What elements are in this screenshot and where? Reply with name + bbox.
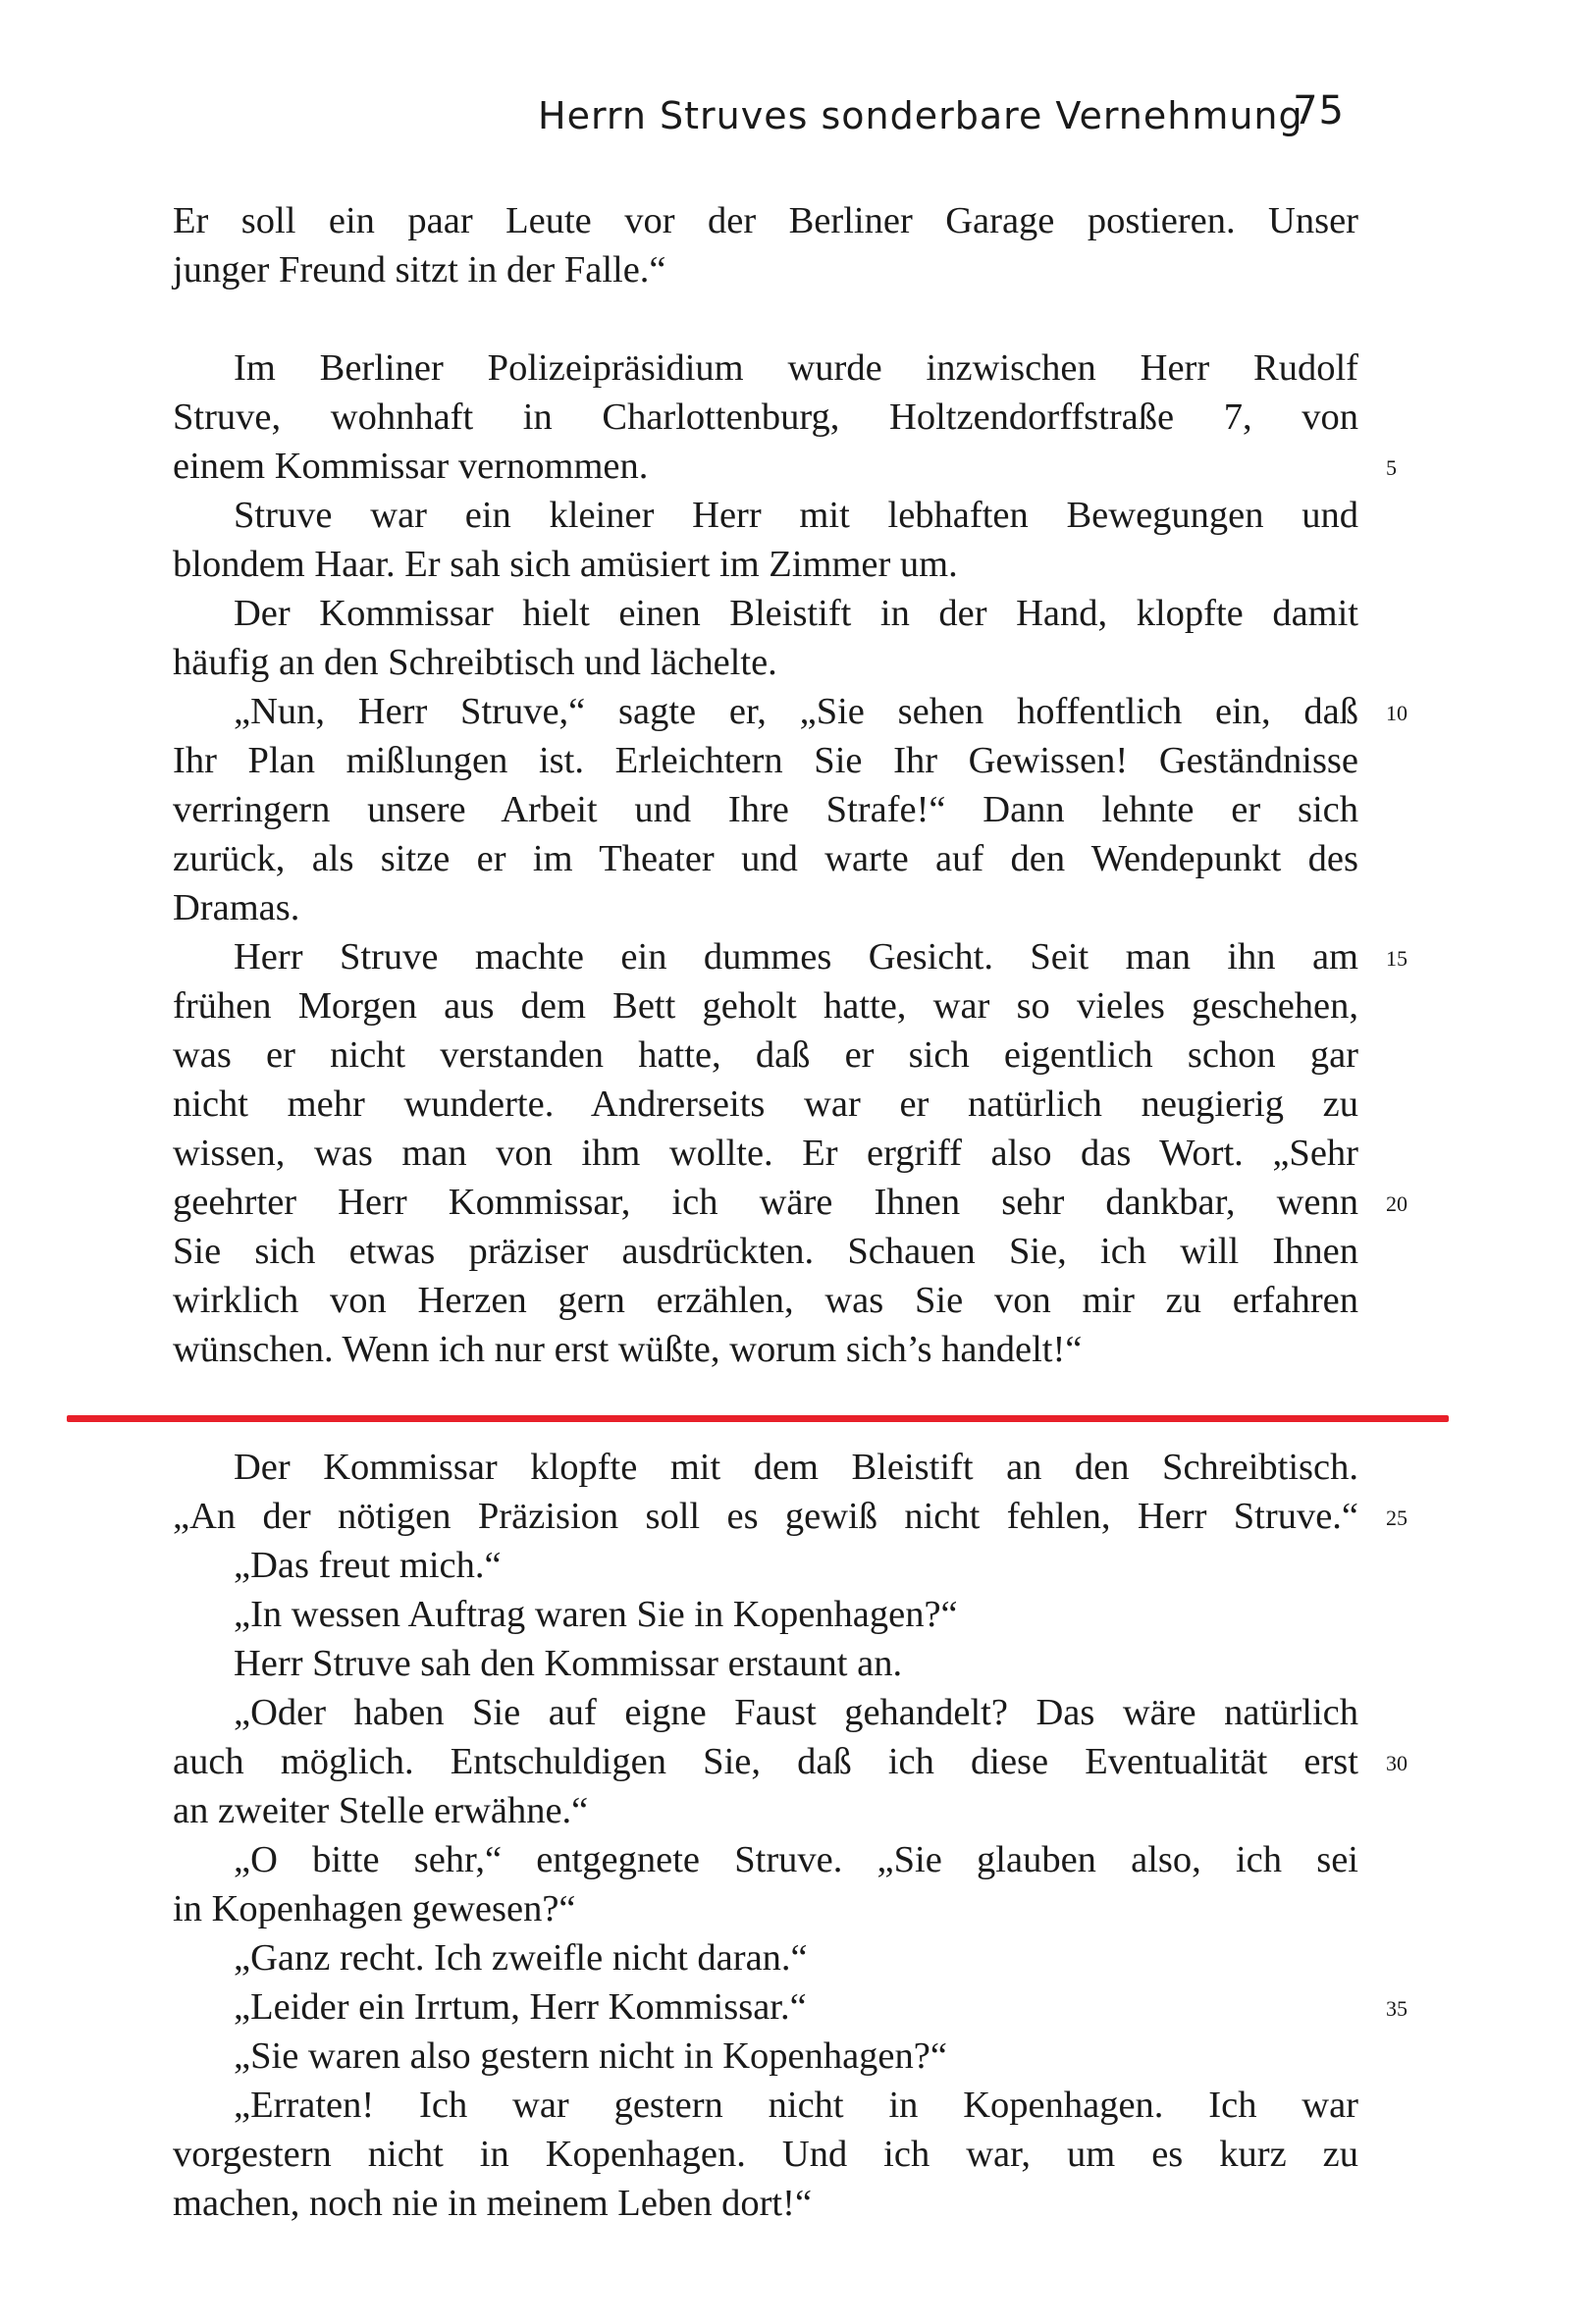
text-line: vorgestern nicht in Kopenhagen. Und ich war, um es kurz zu: [173, 2134, 1358, 2175]
text-line: Der Kommissar klopfte mit dem Bleistift an den Schreibtisch.: [234, 1447, 1358, 1488]
text-line: „Nun, Herr Struve,“ sagte er, „Sie sehen hoffentlich ein, daß: [234, 691, 1358, 732]
margin-line-number: 20: [1386, 1191, 1408, 1216]
text-line: Sie sich etwas präziser ausdrückten. Schauen Sie, ich will Ihnen: [173, 1231, 1358, 1272]
text-line: blondem Haar. Er sah sich amüsiert im Zimmer um.: [173, 544, 958, 585]
margin-line-number: 35: [1386, 1996, 1408, 2021]
text-line: „An der nötigen Präzision soll es gewiß nicht fehlen, Herr Struve.“: [173, 1496, 1358, 1537]
text-line: Herr Struve machte ein dummes Gesicht. Seit man ihn am: [234, 936, 1358, 977]
text-line: wissen, was man von ihm wollte. Er ergriff also das Wort. „Sehr: [173, 1133, 1358, 1174]
text-line: „In wessen Auftrag waren Sie in Kopenhagen?“: [234, 1594, 958, 1635]
margin-line-number: 10: [1386, 701, 1408, 725]
running-head: [538, 84, 1353, 143]
margin-line-number: 25: [1386, 1505, 1408, 1530]
running-title: Herrn Struves sonderbare Vernehmung: [538, 94, 1303, 137]
text-line: einem Kommissar vernommen.: [173, 446, 649, 487]
text-line: Struve war ein kleiner Herr mit lebhaften Bewegungen und: [234, 495, 1358, 536]
text-line: junger Freund sitzt in der Falle.“: [173, 249, 666, 290]
text-line: verringern unsere Arbeit und Ihre Strafe!“ Dann lehnte er sich: [173, 789, 1358, 830]
text-line: machen, noch nie in meinem Leben dort!“: [173, 2183, 813, 2224]
text-line: „Ganz recht. Ich zweifle nicht daran.“: [234, 1937, 808, 1979]
red-divider-line: [67, 1415, 1449, 1422]
text-line: auch möglich. Entschuldigen Sie, daß ich diese Eventualität erst: [173, 1741, 1358, 1782]
text-line: „Erraten! Ich war gestern nicht in Kopenhagen. Ich war: [234, 2085, 1358, 2126]
text-line: zurück, als sitze er im Theater und warte auf den Wendepunkt des: [173, 838, 1358, 879]
text-line: „Leider ein Irrtum, Herr Kommissar.“: [234, 1986, 807, 2028]
text-line: an zweiter Stelle erwähne.“: [173, 1790, 589, 1831]
text-line: „Das freut mich.“: [234, 1545, 502, 1586]
text-line: „Sie waren also gestern nicht in Kopenhagen?“: [234, 2035, 947, 2077]
text-line: Herr Struve sah den Kommissar erstaunt an.: [234, 1643, 903, 1684]
text-line: Der Kommissar hielt einen Bleistift in der Hand, klopfte damit: [234, 593, 1358, 634]
text-line: Er soll ein paar Leute vor der Berliner Garage postieren. Unser: [173, 200, 1358, 241]
text-line: Ihr Plan mißlungen ist. Erleichtern Sie Ihr Gewissen! Geständnisse: [173, 740, 1358, 781]
text-line: wünschen. Wenn ich nur erst wüßte, worum sich’s handelt!“: [173, 1329, 1083, 1370]
text-line: Dramas.: [173, 887, 300, 928]
text-line: nicht mehr wunderte. Andrerseits war er natürlich neugierig zu: [173, 1083, 1358, 1125]
text-line: wirklich von Herzen gern erzählen, was Sie von mir zu erfahren: [173, 1280, 1358, 1321]
margin-line-number: 30: [1386, 1751, 1408, 1775]
text-line: in Kopenhagen gewesen?“: [173, 1888, 576, 1929]
text-line: geehrter Herr Kommissar, ich wäre Ihnen sehr dankbar, wenn: [173, 1182, 1358, 1223]
text-line: „Oder haben Sie auf eigne Faust gehandelt? Das wäre natürlich: [234, 1692, 1358, 1733]
margin-line-number: 5: [1386, 455, 1397, 480]
text-line: „O bitte sehr,“ entgegnete Struve. „Sie glauben also, ich sei: [234, 1839, 1358, 1880]
text-line: häufig an den Schreibtisch und lächelte.: [173, 642, 777, 683]
text-line: Struve, wohnhaft in Charlottenburg, Holtzendorffstraße 7, von: [173, 396, 1358, 438]
margin-line-number: 15: [1386, 946, 1408, 971]
text-line: Im Berliner Polizeipräsidium wurde inzwischen Herr Rudolf: [234, 347, 1358, 389]
page-number: 75: [1293, 88, 1345, 133]
text-line: frühen Morgen aus dem Bett geholt hatte, war so vieles geschehen,: [173, 985, 1358, 1027]
text-line: was er nicht verstanden hatte, daß er sich eigentlich schon gar: [173, 1034, 1358, 1076]
